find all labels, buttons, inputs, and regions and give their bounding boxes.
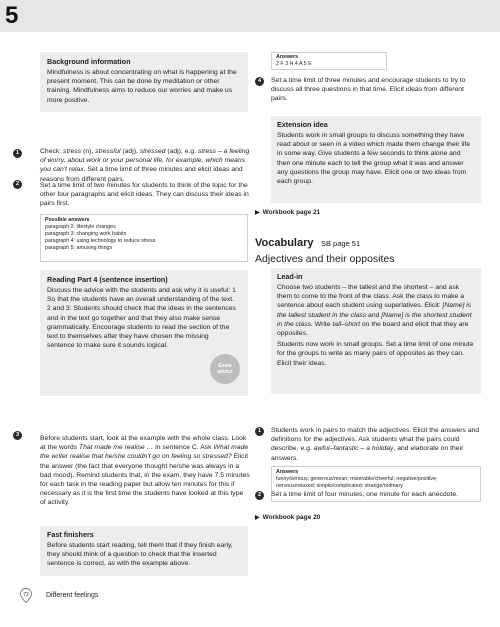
exam-advice-badge: Exam advice — [210, 354, 240, 384]
extension-idea-text: Students work in small groups to discuss something they have read about or seen in a video which made them change their life in some way. Give students a few seconds to think alone and then one minute each to tell the group what it was and answer any questions the group may have. Elicit one or two ideas from each group. — [277, 132, 471, 186]
step-4-text: Set a time limit of three minutes and encourage students to try to discuss all three questions in that time. Elicit ideas from different pairs. — [271, 77, 466, 103]
workbook-link-20[interactable] — [255, 514, 320, 521]
reading-part4-title: Reading Part 4 (sentence insertion) — [47, 275, 168, 284]
reading-part4-text: Discuss the advice with the students and ask why it is useful: 1 So that the students have an overall understanding of the text. 2 and 3: Students should check that the ideas in the sentences and in the text go together and that they also make sense grammatically. Encourage students to read the section of the text to themselves after they have chosen the missing sentence to make sure it sounds logical. — [47, 287, 236, 350]
lead-in-text-2: Students now work in small groups. Set a time limit of one minute for the groups to write as many pairs of opposites as they can. Elicit their ideas. — [277, 341, 474, 367]
workbook-label: Workbook page 20 — [262, 514, 321, 521]
reading-part4-box — [40, 270, 248, 396]
extension-idea-box — [271, 116, 481, 203]
workbook-label: Workbook page 21 — [262, 209, 321, 216]
step-1-text: Check: stress (n), stressful (adj), stressed (adj), e.g. stress – a feeling of worry, about work or your personal life, for example, which means you can't relax. Set a time limit of three minutes and elicit ideas and reasons from different pairs. — [40, 148, 250, 183]
step-number-4: 4 — [255, 77, 264, 86]
possible-answers-title: Possible answers — [45, 217, 90, 223]
vocab-step-2-text: Set a time limit of four minutes, one minute for each anecdote. — [271, 491, 459, 498]
step-number-3: 3 — [13, 431, 22, 440]
vocabulary-title: Vocabulary — [255, 237, 314, 249]
possible-answer-line: paragraph 3: changing work habits — [45, 230, 127, 237]
play-arrow-icon: ▶ — [255, 515, 260, 521]
lead-in-title: Lead-in — [277, 272, 303, 281]
possible-answer-line: paragraph 2: lifestyle changes — [45, 223, 116, 230]
answers-box-reading — [271, 52, 387, 70]
background-info-box — [40, 52, 248, 112]
fast-finishers-title: Fast finishers — [47, 530, 94, 539]
lead-in-text: Choose two students – the tallest and the shortest – and ask them to come to the front of the class. Ask the class to make a sentence about each student using superlatives. Elicit: [Name] is the tallest student in the class and [Name] is the shortest student in the class. Write tall–short on the board and elicit that they are opposites. — [277, 284, 472, 338]
vocab-step-number-1: 1 — [255, 427, 264, 436]
answers-title: Answers — [276, 54, 299, 60]
background-info-title: Background information — [47, 57, 131, 66]
page-number: 72 — [23, 592, 29, 598]
possible-answer-line: paragraph 5: amusing things — [45, 244, 113, 251]
lead-in-box — [271, 268, 481, 394]
unit-header-bar — [0, 0, 500, 32]
fast-finishers-box — [40, 526, 248, 576]
fast-finishers-text: Before students start reading, tell them that if they finish early, they should think of a question to check that the inserted sentence is correct, as with the example above. — [47, 542, 233, 568]
step-2-text: Set a time limit of two minutes for students to think of the topic for the other four paragraphs and elicit ideas. They can discuss their ideas in pairs first. — [40, 182, 249, 208]
workbook-link-21[interactable] — [255, 209, 320, 216]
answers-title: Answers — [276, 469, 299, 475]
extension-idea-title: Extension idea — [277, 120, 328, 129]
vocab-step-number-2: 2 — [255, 491, 264, 500]
step-number-1: 1 — [13, 149, 22, 158]
unit-number: 5 — [5, 2, 19, 29]
step-3-text: Before students start, look at the example with the whole class. Look at the words That made me realise … in sentence C. Ask What made the writer realise that he/she couldn't go on feeling so stressed? Elicit the answer (the fact that everyone thought he/she was always in a bad mood). Remind students that, in the exam, they have 7.5 minutes for each task in the reading paper but allow ten minutes for this if necessary as it is the first time the students have looked at this type of activity. — [40, 435, 250, 507]
possible-answer-line: paragraph 4: using technology to reduce stress — [45, 237, 156, 244]
vocab-step-1-text: Students work in pairs to match the adjectives. Elicit the answers and definitions for the adjectives. Ask students what the pairs could describe, e.g. awful–fantastic – a holiday, and elaborate on their answers. — [271, 427, 480, 462]
sb-page-ref: SB page 51 — [320, 239, 361, 248]
step-number-2: 2 — [13, 180, 22, 189]
vocabulary-subtitle: Adjectives and their opposites — [255, 253, 395, 265]
vocabulary-heading — [255, 233, 485, 265]
answers-text: funny/serious; generous/mean; miserable/cheerful; negative/positive; nervous/relaxed; simple/complicated; strange/ordinary — [276, 475, 438, 489]
possible-answers-box — [40, 214, 248, 262]
answers-text: 2 F 3 H 4 A 5 E — [276, 60, 312, 67]
play-arrow-icon: ▶ — [255, 210, 260, 216]
footer-title: Different feelings — [46, 592, 99, 599]
background-info-text: Mindfulness is about concentrating on what is happening at the present moment. This can be done by meditation or other training. Mindfulness aims to reduce our worries and make us more positive. — [47, 69, 237, 104]
